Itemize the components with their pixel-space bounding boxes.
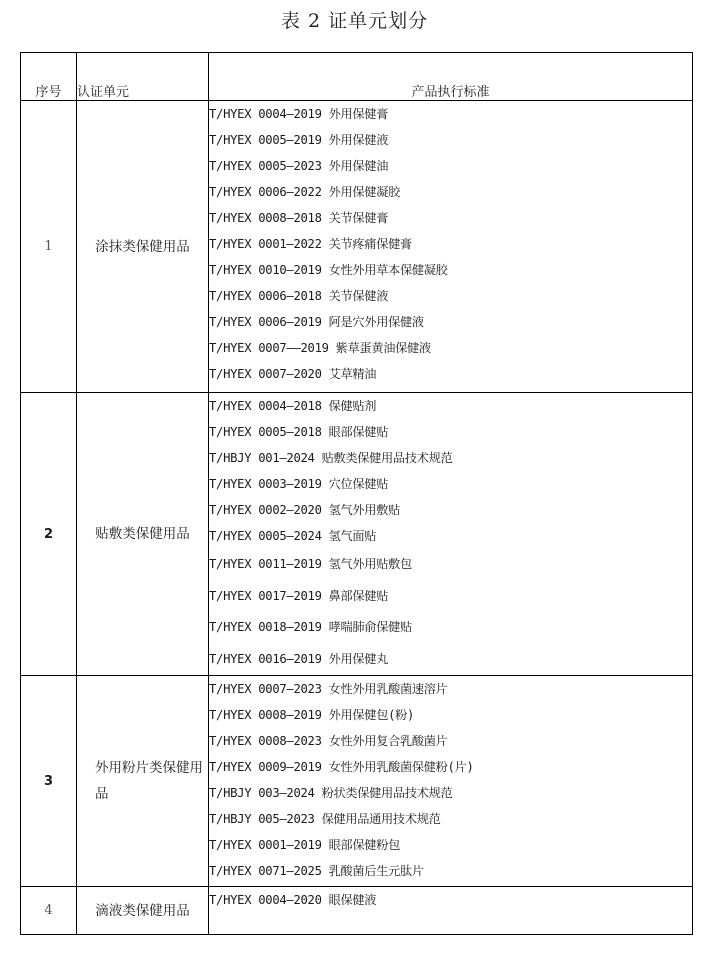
row-number: 2 (21, 393, 77, 676)
standard-list (209, 676, 693, 887)
standard-list (209, 887, 693, 935)
table-row (21, 887, 693, 935)
standard-item: T/HYEX 0007——2019 紫草蛋黄油保健液 (209, 341, 431, 355)
table-row (21, 676, 693, 887)
standard-item: T/HYEX 0006—2018 关节保健液 (209, 289, 389, 303)
unit-name: 涂抹类保健用品 (77, 101, 209, 393)
header-row (21, 53, 693, 101)
standard-item: T/HYEX 0071—2025 乳酸菌后生元肽片 (209, 864, 424, 878)
unit-name: 贴敷类保健用品 (77, 393, 209, 676)
standard-item: T/HYEX 0005—2018 眼部保健贴 (209, 425, 389, 439)
standard-item: T/HBJY 005—2023 保健用品通用技术规范 (209, 812, 441, 826)
standard-item: T/HYEX 0005—2024 氢气面贴 (209, 529, 377, 543)
standard-item: T/HYEX 0016—2019 外用保健丸 (209, 651, 389, 666)
standard-item: T/HBJY 001—2024 贴敷类保健用品技术规范 (209, 451, 453, 465)
row-number: 4 (21, 887, 77, 935)
standard-item: T/HYEX 0007—2023 女性外用乳酸菌速溶片 (209, 682, 448, 696)
standard-item: T/HYEX 0009—2019 女性外用乳酸菌保健粉(片) (209, 760, 474, 774)
standard-item: T/HYEX 0001—2022 关节疼痛保健膏 (209, 237, 412, 251)
standard-item: T/HYEX 0008—2019 外用保健包(粉) (209, 708, 415, 722)
standard-item: T/HYEX 0005—2023 外用保健油 (209, 159, 389, 173)
standard-item: T/HYEX 0005—2019 外用保健液 (209, 133, 389, 147)
standard-item: T/HYEX 0007—2020 艾草精油 (209, 367, 377, 381)
standard-item: T/HBJY 003—2024 粉状类保健用品技术规范 (209, 786, 453, 800)
header-standard: 产品执行标准 (209, 53, 693, 101)
standard-item: T/HYEX 0008—2023 女性外用复合乳酸菌片 (209, 734, 448, 748)
table-row (21, 101, 693, 393)
standard-item: T/HYEX 0010—2019 女性外用草本保健凝胶 (209, 263, 448, 277)
table-title: 表 2 证单元划分 (280, 10, 429, 32)
header-no: 序号 (21, 53, 77, 101)
standard-item: T/HYEX 0004—2020 眼保健液 (209, 893, 377, 907)
standard-item: T/HYEX 0004—2019 外用保健膏 (209, 107, 389, 121)
standard-item: T/HYEX 0006—2019 阿是穴外用保健液 (209, 315, 424, 329)
standard-list (209, 101, 693, 393)
standard-item: T/HYEX 0018—2019 哮喘肺俞保健贴 (209, 620, 412, 634)
unit-name: 滴液类保健用品 (77, 887, 209, 935)
standard-item: T/HYEX 0006—2022 外用保健凝胶 (209, 185, 400, 199)
standard-item: T/HYEX 0017—2019 鼻部保健贴 (209, 588, 389, 603)
standard-item: T/HYEX 0004—2018 保健贴剂 (209, 399, 377, 413)
unit-name: 外用粉片类保健用品 (77, 676, 209, 887)
header-unit: 认证单元 (77, 53, 209, 101)
standard-item: T/HYEX 0008—2018 关节保健膏 (209, 211, 389, 225)
standard-item: T/HYEX 0002—2020 氢气外用敷贴 (209, 503, 400, 517)
standard-item: T/HYEX 0011—2019 氢气外用贴敷包 (209, 557, 412, 571)
standard-list (209, 393, 693, 676)
standard-item: T/HYEX 0003—2019 穴位保健贴 (209, 477, 389, 491)
row-number: 1 (21, 101, 77, 393)
row-number: 3 (21, 676, 77, 887)
certification-unit-table (20, 52, 693, 935)
table-row (21, 393, 693, 676)
standard-item: T/HYEX 0001—2019 眼部保健粉包 (209, 838, 400, 852)
